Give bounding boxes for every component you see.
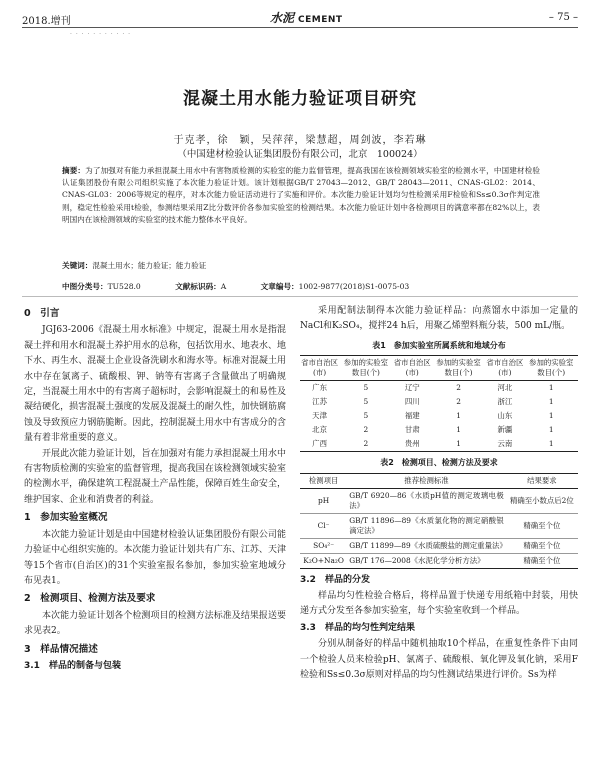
table-cell: 1 [548, 397, 554, 407]
right-column [300, 304, 578, 683]
heading-section-2: 2 检测项目、检测方法及要求 [24, 593, 156, 605]
keywords-label: 关键词： [62, 261, 93, 270]
journal-logo [270, 9, 343, 26]
table-cell: 浙江 [497, 397, 513, 407]
table1-header-row [300, 356, 578, 381]
page-number: – 75 – [548, 12, 578, 23]
table-cell: GB/T 176—2008《水泥化学分析方法》 [349, 555, 485, 565]
header-dots: · · · · · · · · · · · [70, 31, 132, 38]
table-row [300, 395, 578, 409]
table-cell: 1 [456, 439, 461, 449]
paragraph-3-2: 样品均匀性检验合格后，将样品置于快递专用纸箱中封装，用快递方式分发至各参加实验室，每个实验室收到一个样品。 [300, 591, 578, 617]
table-row [300, 381, 578, 396]
table-cell: SO₄²⁻ [300, 538, 347, 553]
article-label: 文章编号： [260, 282, 299, 291]
table1-header: 省市自治区(市) [393, 356, 432, 381]
article-value: 1002-9877(2018)S1-0075-03 [298, 282, 410, 291]
abstract-text: 为了加强对有能力承担混凝土用水中有害物质检测的实验室的能力监督管理，提高我国在该检测领域实验室的检测水平，中国建材检验认证集团股份有限公司组织实施了本次能力验证计划。该计划根据GB/T 27043—2012、GB/T 28043—2011、CNAS-GL02：2014、CNAS-GL03：2006等规定的程序，对本次能力验证活动进行了实施和评价。本次能力验证计划均匀性检测采用F检验和Ss≤0.3σ作判定准则，稳定性检验采用t检验，参测结果采用Z比分数评价各参加实验室的检测结果。本次能力验证计划中各检测项目的满意率都在82%以上，表明国内在该检测领域的实验室的技术能力整体水平良好。 [62, 166, 540, 224]
table-cell: 江苏 [312, 397, 327, 407]
table1-caption: 表1 参加实验室所属系统和地域分布 [372, 340, 506, 350]
table-row [300, 488, 578, 513]
table-cell: 北京 [312, 425, 327, 435]
logo-cn: 水泥 [270, 11, 295, 25]
table-cell: 精确至小数点后2位 [506, 488, 578, 513]
table-row [300, 409, 578, 423]
table-cell: K₂O+Na₂O [303, 555, 344, 565]
paragraph-intro-1: JGJ63-2006《混凝土用水标准》中规定，混凝土用水是指混凝土拌和用水和混凝土养护用水的总称，包括饮用水、地表水、地下水、再生水、混凝土企业设备洗刷水和海水等。标准对混凝土用水中存在氯离子、硫酸根、钾、钠等有害离子含量做出了明确规定，当混凝土用水中的有害离子超标时，会影响混凝土的和易性及凝结硬化，损害混凝土强度的发展及混凝土的耐久性，加快钢筋腐蚀及导致预应力钢筋脆断。因此，控制混凝土用水中有害成分的含量有着非常重要的意义。 [24, 325, 286, 444]
running-header [22, 8, 578, 28]
table-cell: 精确至个位 [523, 555, 561, 565]
article-number [261, 282, 426, 291]
table-cell: 2 [456, 397, 461, 407]
doc-code [175, 282, 242, 291]
table-cell: 2 [363, 439, 369, 449]
paragraph-section-1: 本次能力验证计划是由中国建材检验认证集团股份有限公司能力验证中心组织实施的。本次能力验证计划共有广东、江苏、天津等15个省市(自治区)的31个实验室报名参加，参加实验室地域分布见表1。 [24, 529, 286, 586]
table-cell: 四川 [404, 397, 420, 407]
table-cell: 1 [548, 383, 554, 393]
journal-issue: 2018.增刊 [22, 16, 71, 27]
doc-label: 文献标识码： [175, 282, 221, 291]
table1-header: 参加的实验室数目(个) [339, 356, 393, 381]
table-cell: 河北 [497, 383, 513, 393]
table-cell: GB/T 11896—89《水质氯化物的测定硝酸银滴定法》 [347, 513, 505, 538]
article-meta [62, 281, 540, 292]
table1-header: 参加的实验室数目(个) [432, 356, 486, 381]
table-cell: 辽宁 [404, 383, 420, 393]
affiliation: （中国建材检验认证集团股份有限公司，北京 100024） [177, 149, 423, 160]
table2-header: 推荐检测标准 [347, 473, 505, 488]
left-column [24, 304, 286, 675]
heading-section-3-2: 3.2 样品的分发 [300, 574, 370, 585]
table-row [300, 513, 578, 538]
section-divider [22, 296, 578, 297]
table-cell: 1 [548, 411, 554, 421]
abstract [62, 165, 540, 226]
authors: 于克孝，徐 颖，吴萍萍，梁慧超，周剑波，李若琳 [173, 135, 427, 146]
table-cell: 1 [456, 425, 461, 435]
table-cell: 1 [548, 425, 554, 435]
clc-code [62, 282, 157, 291]
header-rule [22, 27, 578, 28]
article-title: 混凝土用水能力验证项目研究 [183, 89, 417, 109]
table-cell: GB/T 11899—89《水质硫酸盐的测定重量法》 [347, 538, 505, 553]
table-cell: 天津 [312, 411, 327, 421]
table1-header: 省市自治区(市) [485, 356, 524, 381]
abstract-label: 摘要： [62, 166, 86, 175]
table1-header: 省市自治区(市) [300, 356, 339, 381]
paragraph-intro-2: 开展此次能力验证计划，旨在加强对有能力承担混凝土用水中有害物质检测的实验室的监督管理，提高我国在该检测领域实验室的检测水平，确保建筑工程混凝土产品性能，保障百姓生命安全，维护国家、企业和消费者的利益。 [24, 448, 286, 505]
table-cell: 精确至个位 [506, 513, 578, 538]
table1-header: 参加的实验室数目(个) [524, 356, 578, 381]
table-cell: 5 [363, 411, 369, 421]
clc-value: TU528.0 [107, 282, 141, 291]
table-cell: GB/T 6920—86《水质pH值的测定玻璃电极法》 [347, 488, 505, 513]
heading-section-3: 3 样品情况描述 [24, 643, 98, 655]
doc-value: A [220, 282, 227, 291]
table-cell: 广东 [312, 383, 327, 393]
paragraph-section-2: 本次能力验证计划各个检测项目的检测方法标准及结果报送要求见表2。 [24, 610, 286, 637]
table-cell: pH [300, 488, 347, 513]
table-cell: 福建 [404, 411, 420, 421]
table-cell: 5 [363, 383, 369, 393]
table-cell: 1 [456, 411, 461, 421]
keywords [62, 260, 540, 271]
table-cell: 云南 [497, 439, 513, 449]
table-cell: 新疆 [497, 425, 513, 435]
logo-en: CEMENT [298, 15, 343, 25]
table-cell: 甘肃 [404, 425, 420, 435]
table-cell: 广西 [312, 439, 327, 449]
table2-header-row [300, 473, 578, 488]
table-cell: 贵州 [404, 439, 420, 449]
table-cell: 2 [363, 425, 369, 435]
table2-header: 结果要求 [506, 473, 578, 488]
table-cell: 5 [363, 397, 369, 407]
table-row [300, 538, 578, 553]
table-cell: 精确至个位 [506, 538, 578, 553]
table-cell: 1 [548, 439, 554, 449]
table-row [300, 423, 578, 437]
clc-label: 中图分类号： [62, 282, 108, 291]
heading-section-3-1: 3.1 样品的制备与包装 [24, 660, 121, 671]
table-row [300, 553, 578, 568]
table-cell: 2 [456, 383, 461, 393]
heading-intro: 0 引言 [24, 308, 60, 319]
keywords-text: 混凝土用水；能力验证；能力验证 [92, 261, 207, 270]
heading-section-3-3: 3.3 样品的均匀性判定结果 [300, 622, 415, 633]
paragraph-3-1: 采用配制法制得本次能力验证样品：向蒸馏水中添加一定量的NaCl和K₂SO₄，搅拌24 h后，用聚乙烯塑料瓶分装，500 mL/瓶。 [300, 306, 578, 332]
table-1 [300, 355, 578, 452]
table-cell: Cl⁻ [300, 513, 347, 538]
table-2 [300, 473, 578, 569]
table-cell: 山东 [497, 411, 513, 421]
table2-header: 检测项目 [300, 473, 347, 488]
table-row [300, 437, 578, 452]
heading-section-1: 1 参加实验室概况 [24, 512, 108, 524]
paragraph-3-3: 分别从制备好的样品中随机抽取10个样品，在重复性条件下由同一个检验人员来检验pH、氯离子、硫酸根、氧化钾及氧化钠，采用F检验和Ss≤0.3σ原则对样品的均匀性测试结果进行评价。Ss为样 [300, 639, 578, 681]
table2-caption: 表2 检测项目、检测方法及要求 [380, 458, 498, 468]
